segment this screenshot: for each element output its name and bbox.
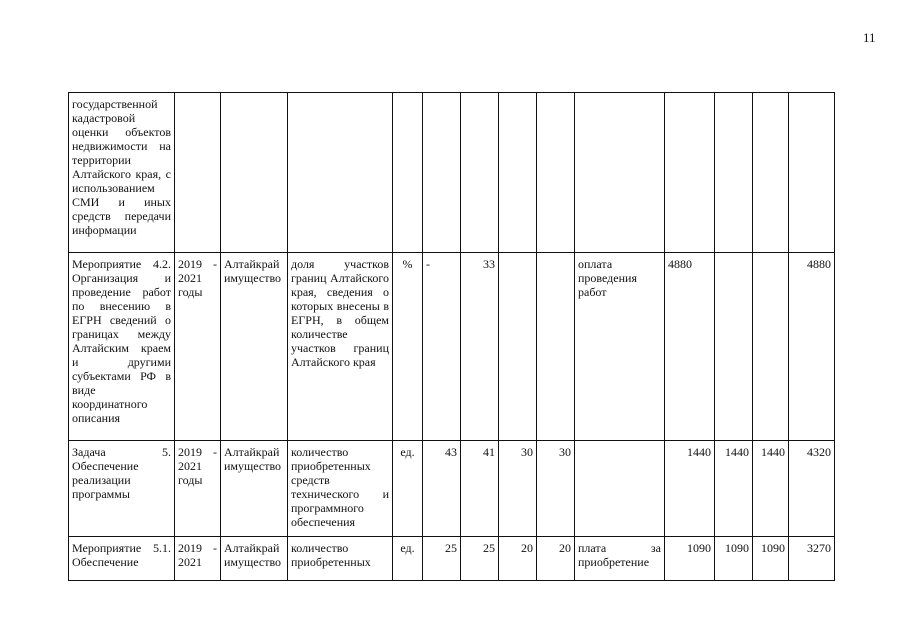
value-cell: 20 xyxy=(499,537,537,581)
finance-total-cell: 4880 xyxy=(789,253,835,441)
finance-value-cell xyxy=(753,253,789,441)
value-cell: 20 xyxy=(537,537,575,581)
indicator-cell: количество приобретенных xyxy=(288,537,393,581)
table-row xyxy=(69,253,835,441)
indicator-cell: доля участков границ Алтайского края, сведения о которых внесены в ЕГРН, в общем количестве участков границ Алтайского края xyxy=(288,253,393,441)
unit-cell: % xyxy=(393,253,423,441)
indicator-cell xyxy=(288,93,393,253)
value-cell xyxy=(537,93,575,253)
table-row xyxy=(69,441,835,537)
measure-name-cell: государственной кадастровой оценки объектов недвижимости на территории Алтайского края, с использованием СМИ и иных средств передачи информации xyxy=(69,93,175,253)
executor-cell: Алтайкрай имущество xyxy=(221,537,288,581)
finance-value-cell: 1090 xyxy=(715,537,753,581)
finance-total-cell xyxy=(789,93,835,253)
page-number: 11 xyxy=(863,30,876,45)
finance-value-cell: 1090 xyxy=(665,537,715,581)
value-cell: 30 xyxy=(499,441,537,537)
table-row xyxy=(69,93,835,253)
value-cell: - xyxy=(423,253,461,441)
measure-name-cell: Мероприятие 5.1. Обеспечение xyxy=(69,537,175,581)
indicator-cell: количество приобретенных средств технического и программного обеспечения xyxy=(288,441,393,537)
measure-name-cell: Мероприятие 4.2. Организация и проведение работ по внесению в ЕГРН сведений о границах между Алтайским краем и другими субъектами РФ в виде координатного описания xyxy=(69,253,175,441)
unit-cell xyxy=(393,93,423,253)
value-cell xyxy=(537,253,575,441)
value-cell xyxy=(461,93,499,253)
financing-cell: плата за приобретение xyxy=(575,537,665,581)
years-cell: 2019 - 2021 xyxy=(175,537,221,581)
value-cell: 25 xyxy=(461,537,499,581)
value-cell: 43 xyxy=(423,441,461,537)
financing-cell xyxy=(575,441,665,537)
finance-value-cell: 4880 xyxy=(665,253,715,441)
measure-name-cell: Задача 5. Обеспечение реализации программы xyxy=(69,441,175,537)
value-cell: 41 xyxy=(461,441,499,537)
finance-value-cell: 1440 xyxy=(753,441,789,537)
years-cell xyxy=(175,93,221,253)
value-cell: 33 xyxy=(461,253,499,441)
executor-cell: Алтайкрай имущество xyxy=(221,253,288,441)
financing-cell: оплата проведения работ xyxy=(575,253,665,441)
financing-cell xyxy=(575,93,665,253)
unit-cell: ед. xyxy=(393,441,423,537)
value-cell xyxy=(499,253,537,441)
finance-value-cell xyxy=(665,93,715,253)
years-cell: 2019 - 2021 годы xyxy=(175,253,221,441)
program-table xyxy=(68,92,835,581)
finance-value-cell xyxy=(753,93,789,253)
finance-value-cell: 1440 xyxy=(715,441,753,537)
value-cell xyxy=(499,93,537,253)
finance-value-cell: 1090 xyxy=(753,537,789,581)
finance-value-cell xyxy=(715,93,753,253)
unit-cell: ед. xyxy=(393,537,423,581)
value-cell: 30 xyxy=(537,441,575,537)
finance-value-cell: 1440 xyxy=(665,441,715,537)
table-row xyxy=(69,537,835,581)
value-cell xyxy=(423,93,461,253)
executor-cell: Алтайкрай имущество xyxy=(221,441,288,537)
value-cell: 25 xyxy=(423,537,461,581)
finance-value-cell xyxy=(715,253,753,441)
executor-cell xyxy=(221,93,288,253)
finance-total-cell: 3270 xyxy=(789,537,835,581)
years-cell: 2019 - 2021 годы xyxy=(175,441,221,537)
finance-total-cell: 4320 xyxy=(789,441,835,537)
